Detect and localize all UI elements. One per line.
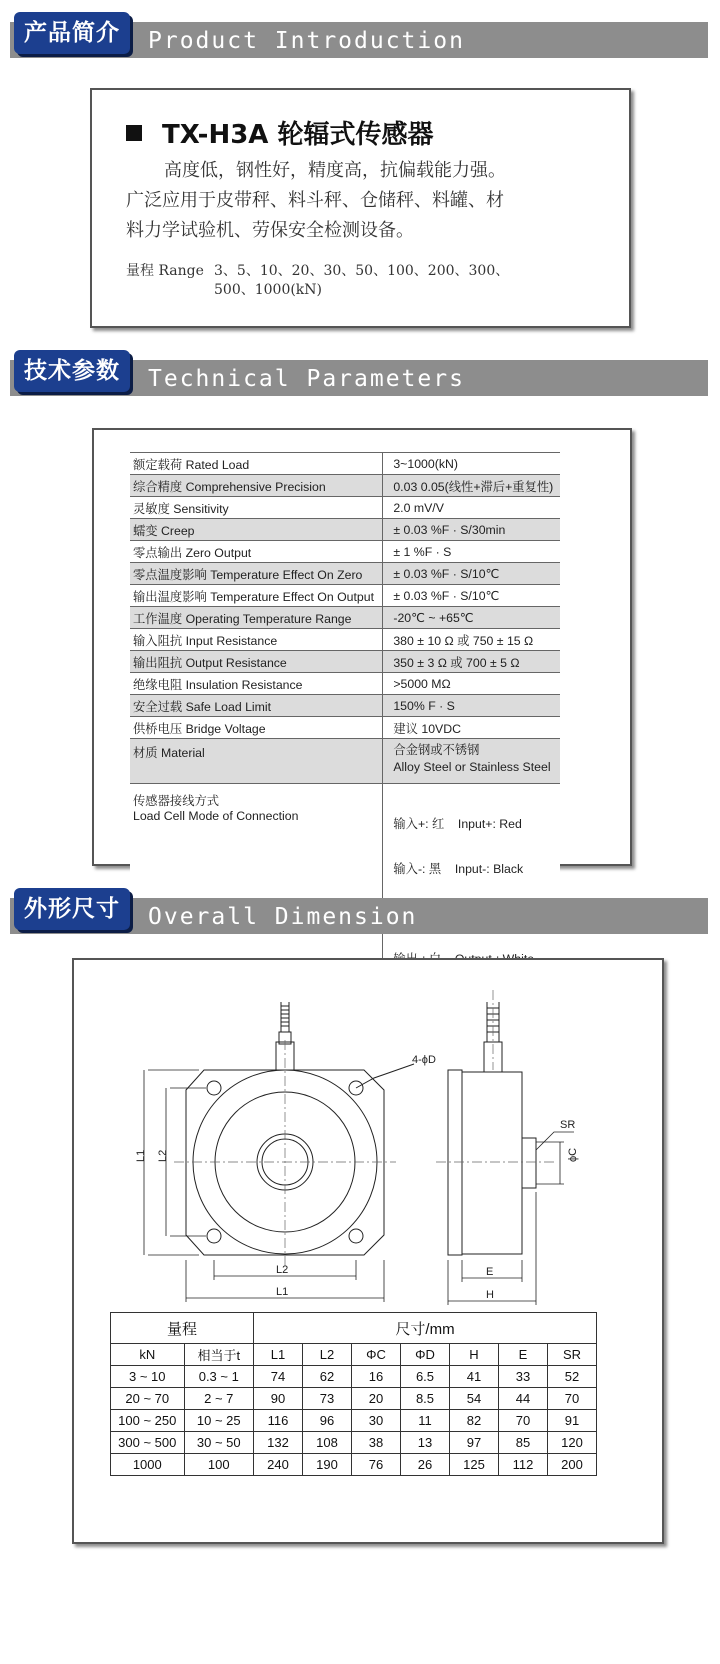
params-row bbox=[130, 541, 560, 563]
section-title-params: Technical Parameters bbox=[148, 366, 465, 392]
intro-description bbox=[126, 156, 576, 246]
side-hub bbox=[522, 1138, 536, 1188]
param-name: 额定载荷 Rated Load bbox=[130, 453, 383, 475]
range-info bbox=[126, 262, 509, 300]
param-name: 绝缘电阻 Insulation Resistance bbox=[130, 673, 383, 695]
dim-cell: 90 bbox=[254, 1388, 303, 1410]
dim-column-header: H bbox=[450, 1344, 499, 1366]
dim-cell: 16 bbox=[352, 1366, 401, 1388]
dim-cell: 41 bbox=[450, 1366, 499, 1388]
param-value: -20℃ ~ +65℃ bbox=[383, 607, 560, 629]
intro-line-1: 高度低，钢性好，精度高，抗偏载能力强。 bbox=[164, 160, 506, 181]
param-value: ± 0.03 %F · S/10℃ bbox=[383, 585, 560, 607]
dim-cell: 44 bbox=[499, 1388, 548, 1410]
cable-thread bbox=[281, 1002, 289, 1032]
param-name: 零点温度影响 Temperature Effect On Zero bbox=[130, 563, 383, 585]
param-value: 0.03 0.05(线性+滞后+重复性) bbox=[383, 475, 560, 497]
dim-column-header: 相当于t bbox=[184, 1344, 253, 1366]
params-row bbox=[130, 695, 560, 717]
dim-cell: 300 ~ 500 bbox=[111, 1432, 185, 1454]
section-title-dimension: Overall Dimension bbox=[148, 904, 418, 930]
dim-cell: 85 bbox=[499, 1432, 548, 1454]
param-value bbox=[383, 739, 560, 784]
dim-cell: 0.3 ~ 1 bbox=[184, 1366, 253, 1388]
params-row bbox=[130, 585, 560, 607]
param-value: ± 1 %F · S bbox=[383, 541, 560, 563]
label-e: E bbox=[486, 1266, 494, 1278]
label-l1-horizontal: L1 bbox=[276, 1286, 289, 1298]
param-value: 380 ± 10 Ω 或 750 ± 15 Ω bbox=[383, 629, 560, 651]
dim-cell: 82 bbox=[450, 1410, 499, 1432]
params-row bbox=[130, 563, 560, 585]
param-value: 建议 10VDC bbox=[383, 717, 560, 739]
param-name: 安全过载 Safe Load Limit bbox=[130, 695, 383, 717]
dimension-drawing bbox=[74, 960, 662, 1310]
dim-cell: 2 ~ 7 bbox=[184, 1388, 253, 1410]
label-holes: 4-ϕD bbox=[412, 1054, 436, 1066]
wiring-name-cn: 传感器接线方式 bbox=[133, 794, 220, 808]
dim-cell: 30 bbox=[352, 1410, 401, 1432]
dim-cell: 8.5 bbox=[401, 1388, 450, 1410]
dimension-box bbox=[72, 958, 664, 1544]
dim-cell: 38 bbox=[352, 1432, 401, 1454]
mount-hole bbox=[207, 1229, 221, 1243]
dim-cell: 112 bbox=[499, 1454, 548, 1476]
product-model-title bbox=[126, 114, 433, 151]
mount-hole bbox=[349, 1229, 363, 1243]
wiring-line: 输入+: 红 Input+: Red bbox=[393, 817, 522, 831]
dim-column-header: kN bbox=[111, 1344, 185, 1366]
intro-line-2: 广泛应用于皮带秤、料斗秤、仓储秤、料罐、材 bbox=[126, 190, 504, 211]
dim-cell: 52 bbox=[548, 1366, 597, 1388]
dim-cell: 100 ~ 250 bbox=[111, 1410, 185, 1432]
dim-cell: 54 bbox=[450, 1388, 499, 1410]
section-badge-intro: 产品简介 bbox=[14, 12, 130, 54]
dim-cell: 3 ~ 10 bbox=[111, 1366, 185, 1388]
params-row bbox=[130, 453, 560, 475]
side-body bbox=[462, 1072, 522, 1254]
param-value: 150% F · S bbox=[383, 695, 560, 717]
section-badge-params: 技术参数 bbox=[14, 350, 130, 392]
param-name: 材质 Material bbox=[130, 739, 383, 784]
dim-cell: 108 bbox=[303, 1432, 352, 1454]
dim-cell: 91 bbox=[548, 1410, 597, 1432]
dim-cell: 100 bbox=[184, 1454, 253, 1476]
dim-column-header: ΦD bbox=[401, 1344, 450, 1366]
param-value: 3~1000(kN) bbox=[383, 453, 560, 475]
dim-cell: 6.5 bbox=[401, 1366, 450, 1388]
section-title-intro: Product Introduction bbox=[148, 28, 465, 54]
param-name: 输入阻抗 Input Resistance bbox=[130, 629, 383, 651]
param-name: 输出温度影响 Temperature Effect On Output bbox=[130, 585, 383, 607]
dim-cell: 20 ~ 70 bbox=[111, 1388, 185, 1410]
dim-cell: 1000 bbox=[111, 1454, 185, 1476]
dim-head-range: 量程 bbox=[111, 1313, 254, 1344]
dim-cell: 200 bbox=[548, 1454, 597, 1476]
param-name: 工作温度 Operating Temperature Range bbox=[130, 607, 383, 629]
range-label: 量程 Range bbox=[126, 263, 204, 279]
range-values-2: 500、1000(kN) bbox=[214, 282, 323, 298]
range-values-1: 3、5、10、20、30、50、100、200、300、 bbox=[214, 263, 510, 279]
dim-cell: 76 bbox=[352, 1454, 401, 1476]
dim-cell: 116 bbox=[254, 1410, 303, 1432]
material-value-cn: 合金钢或不锈钢 bbox=[393, 743, 480, 757]
dim-column-header: L2 bbox=[303, 1344, 352, 1366]
dim-cell: 11 bbox=[401, 1410, 450, 1432]
param-name: 灵敏度 Sensitivity bbox=[130, 497, 383, 519]
dim-column-header: E bbox=[499, 1344, 548, 1366]
params-row bbox=[130, 475, 560, 497]
param-value: 350 ± 3 Ω 或 700 ± 5 Ω bbox=[383, 651, 560, 673]
dim-cell: 70 bbox=[548, 1388, 597, 1410]
table-row bbox=[111, 1388, 597, 1410]
param-name: 零点输出 Zero Output bbox=[130, 541, 383, 563]
param-value: ± 0.03 %F · S/30min bbox=[383, 519, 560, 541]
params-row-material bbox=[130, 739, 560, 784]
dim-cell: 125 bbox=[450, 1454, 499, 1476]
dim-cell: 10 ~ 25 bbox=[184, 1410, 253, 1432]
label-l2-horizontal: L2 bbox=[276, 1264, 289, 1276]
label-h: H bbox=[486, 1289, 494, 1301]
dim-cell: 190 bbox=[303, 1454, 352, 1476]
table-row bbox=[111, 1410, 597, 1432]
dim-cell: 97 bbox=[450, 1432, 499, 1454]
params-row bbox=[130, 497, 560, 519]
dim-head-size: 尺寸/mm bbox=[254, 1313, 597, 1344]
dim-cell: 62 bbox=[303, 1366, 352, 1388]
dim-cell: 132 bbox=[254, 1432, 303, 1454]
section-badge-dimension: 外形尺寸 bbox=[14, 888, 130, 930]
param-value: >5000 MΩ bbox=[383, 673, 560, 695]
dim-cell: 240 bbox=[254, 1454, 303, 1476]
params-row bbox=[130, 651, 560, 673]
params-row bbox=[130, 717, 560, 739]
dim-cell: 33 bbox=[499, 1366, 548, 1388]
label-sr: SR bbox=[560, 1119, 576, 1131]
bullet-square-icon bbox=[126, 125, 142, 141]
dim-column-header: L1 bbox=[254, 1344, 303, 1366]
dim-cell: 20 bbox=[352, 1388, 401, 1410]
dim-cell: 73 bbox=[303, 1388, 352, 1410]
dim-cell: 96 bbox=[303, 1410, 352, 1432]
param-name: 蠕变 Creep bbox=[130, 519, 383, 541]
mount-hole bbox=[349, 1081, 363, 1095]
params-row bbox=[130, 673, 560, 695]
param-name: 输出阻抗 Output Resistance bbox=[130, 651, 383, 673]
params-row bbox=[130, 629, 560, 651]
label-l1-vertical: L1 bbox=[135, 1149, 147, 1162]
dimension-table bbox=[110, 1312, 597, 1476]
dim-cell: 30 ~ 50 bbox=[184, 1432, 253, 1454]
product-model-text: TX-H3A 轮辐式传感器 bbox=[162, 120, 434, 150]
material-value-en: Alloy Steel or Stainless Steel bbox=[393, 760, 551, 774]
dim-cell: 120 bbox=[548, 1432, 597, 1454]
dim-column-header: ΦC bbox=[352, 1344, 401, 1366]
param-value: 2.0 mV/V bbox=[383, 497, 560, 519]
dim-column-header: SR bbox=[548, 1344, 597, 1366]
params-box bbox=[92, 428, 632, 876]
label-l2-vertical: L2 bbox=[157, 1149, 169, 1162]
table-row bbox=[111, 1432, 597, 1454]
intro-line-3: 料力学试验机、劳保安全检测设备。 bbox=[126, 220, 414, 241]
side-flange bbox=[448, 1070, 462, 1255]
params-row bbox=[130, 607, 560, 629]
dim-cell: 70 bbox=[499, 1410, 548, 1432]
table-row bbox=[111, 1454, 597, 1476]
dim-cell: 13 bbox=[401, 1432, 450, 1454]
wiring-name-en: Load Cell Mode of Connection bbox=[133, 809, 299, 823]
table-row bbox=[111, 1366, 597, 1388]
param-name: 综合精度 Comprehensive Precision bbox=[130, 475, 383, 497]
mount-hole bbox=[207, 1081, 221, 1095]
param-name: 供桥电压 Bridge Voltage bbox=[130, 717, 383, 739]
dim-cell: 74 bbox=[254, 1366, 303, 1388]
intro-box bbox=[90, 88, 631, 328]
dim-cell: 26 bbox=[401, 1454, 450, 1476]
param-value: ± 0.03 %F · S/10℃ bbox=[383, 563, 560, 585]
wiring-line: 输入-: 黑 Input-: Black bbox=[393, 862, 524, 876]
params-row bbox=[130, 519, 560, 541]
dim-column-row bbox=[111, 1344, 597, 1366]
label-phic: ϕC bbox=[567, 1147, 579, 1162]
